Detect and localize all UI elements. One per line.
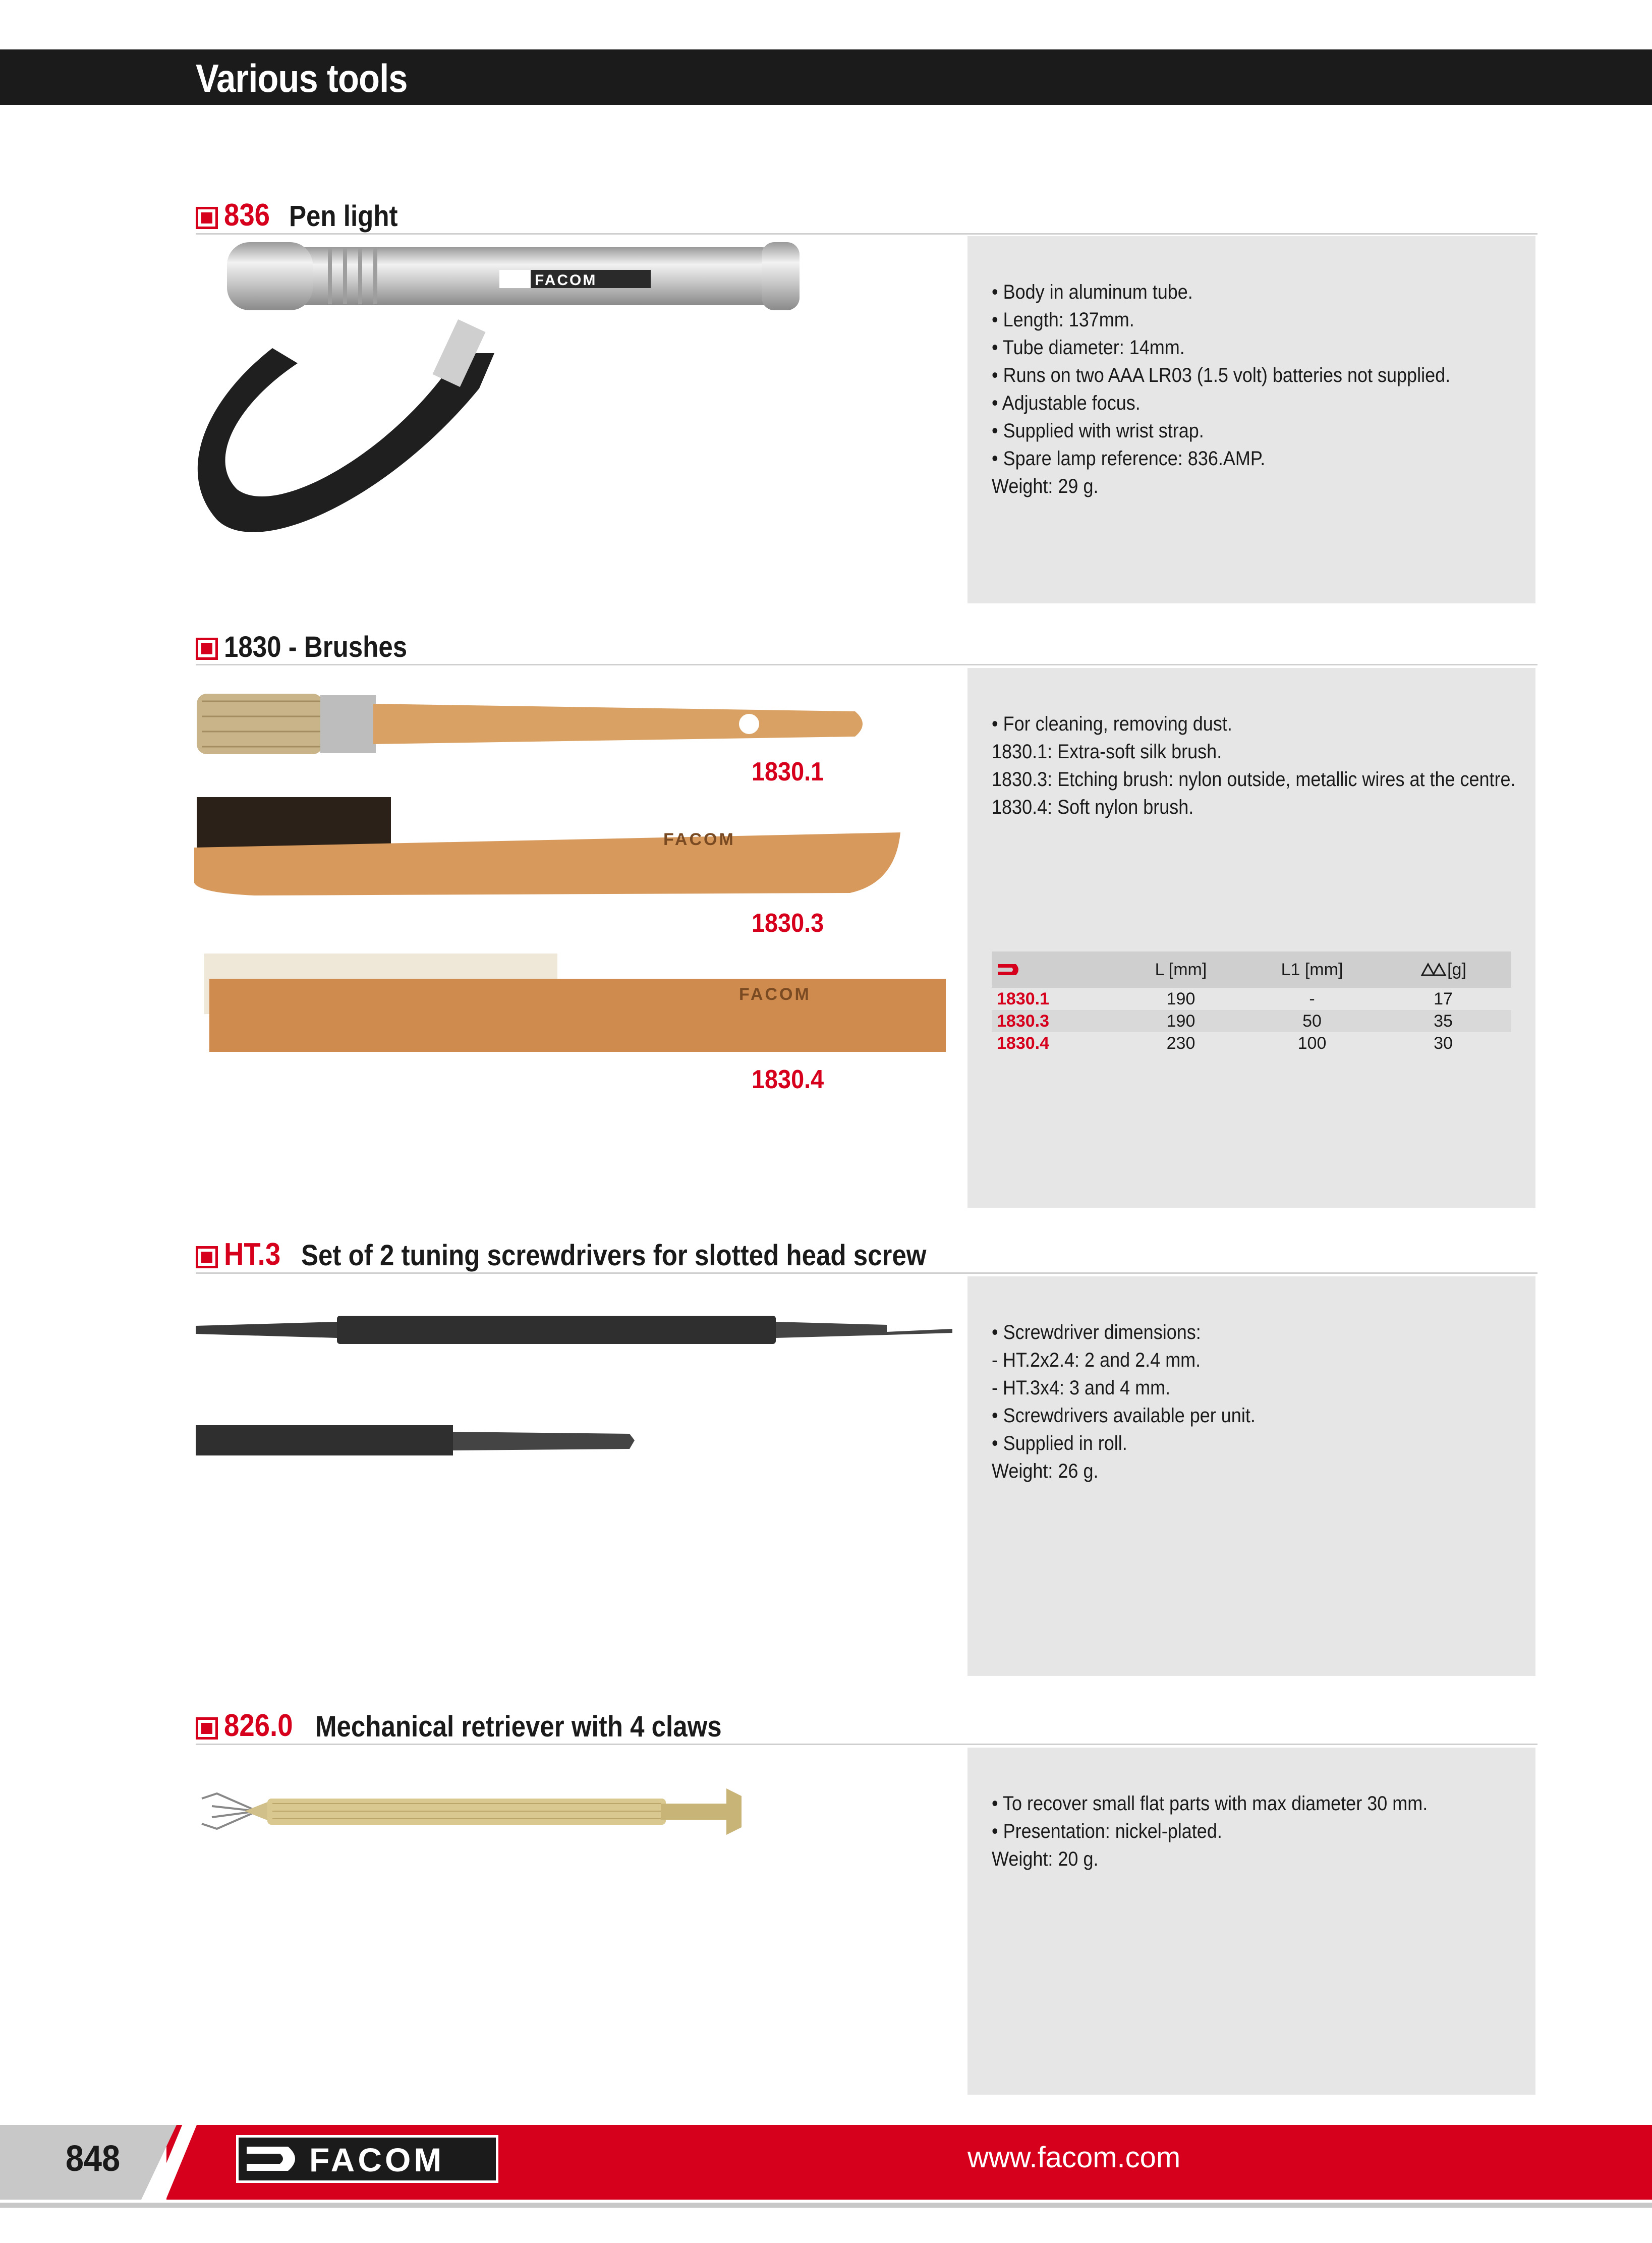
description-line: • Runs on two AAA LR03 (1.5 volt) batteries not supplied. [992,364,1451,386]
section-heading-ht3 [196,1237,1012,1272]
retriever-image [197,1776,802,1846]
description-line: • Length: 137mm. [992,309,1134,331]
section-name: Set of 2 tuning screwdrivers for slotted head screw [301,1239,927,1272]
image-label-1830-4: 1830.4 [752,1065,824,1094]
table-row [992,1032,1511,1054]
section-name: Mechanical retriever with 4 claws [315,1710,722,1743]
table-cell: 35 [1434,1011,1453,1031]
table-cell: - [1309,989,1315,1008]
section-divider [196,664,1537,665]
description-line: 1830.3: Etching brush: nylon outside, metallic wires at the centre. [992,768,1516,791]
section-heading-836 [196,198,413,233]
section-divider [196,1272,1537,1274]
table-header-label: [g] [1447,960,1466,979]
section-ref: HT.3 [224,1237,281,1272]
facom-logo-icon [243,2138,308,2180]
description-line: • Tube diameter: 14mm. [992,337,1185,359]
description-panel-836 [967,236,1535,603]
description-list [992,1319,1285,1485]
svg-text:FACOM: FACOM [739,985,811,1004]
image-label-1830-1: 1830.1 [752,757,824,787]
section-divider [196,233,1537,235]
table-row [992,1010,1511,1032]
description-line: 1830.1: Extra-soft silk brush. [992,741,1222,763]
table-cell: 230 [1166,1033,1195,1053]
description-line: • Body in aluminum tube. [992,281,1193,303]
section-bullet-icon [196,638,218,660]
description-list [992,278,1501,500]
description-list [992,710,1574,821]
facom-logo-icon [997,951,1022,988]
table-header-row [992,951,1511,988]
table-cell: 1830.1 [997,989,1049,1008]
section-heading-1830 [196,629,432,664]
description-line: - HT.2x2.4: 2 and 2.4 mm. [992,1349,1201,1371]
description-line: • To recover small flat parts with max diameter 30 mm. [992,1792,1428,1815]
section-name: 1830 - Brushes [224,631,408,663]
table-cell: 1830.3 [997,1011,1049,1031]
table-cell: 1830.4 [997,1033,1049,1053]
brand-name: FACOM [309,2141,445,2178]
page-number: 848 [66,2139,121,2179]
brushes-image [194,681,951,1115]
title-bar [0,49,1652,105]
table-cell: 190 [1166,989,1195,1008]
footer-bottom-line [0,2203,1652,2208]
description-line: • Screwdrivers available per unit. [992,1405,1256,1427]
footer-url[interactable]: www.facom.com [967,2141,1181,2174]
pen-light-image [197,237,832,600]
description-line: • Presentation: nickel-plated. [992,1820,1222,1842]
table-cell: 30 [1434,1033,1453,1053]
description-line: - HT.3x4: 3 and 4 mm. [992,1377,1171,1399]
section-ref: 826.0 [224,1708,293,1743]
table-header-cell [1405,951,1481,988]
weight-icon [1420,962,1447,977]
section-bullet-icon [196,1717,218,1740]
description-line: • Supplied with wrist strap. [992,420,1204,442]
table-cell: 50 [1302,1011,1322,1031]
image-label-1830-3: 1830.3 [752,909,824,938]
table-row [992,988,1511,1010]
screwdrivers-image [196,1307,962,1468]
description-line: Weight: 29 g. [992,475,1099,497]
description-line: • Adjustable focus. [992,392,1141,414]
description-panel-1830 [967,668,1535,1208]
description-line: Weight: 26 g. [992,1460,1099,1482]
description-line: • Supplied in roll. [992,1432,1127,1454]
description-panel-ht3 [967,1276,1535,1676]
description-line: • For cleaning, removing dust. [992,713,1232,735]
table-cell: 17 [1434,989,1453,1008]
section-divider [196,1744,1537,1745]
table-header-cell: L [mm] [1155,960,1207,979]
page-title: Various tools [196,56,408,100]
table-header-cell: L1 [mm] [1281,960,1343,979]
section-name: Pen light [289,200,398,233]
brush-spec-table [992,951,1511,1054]
section-bullet-icon [196,1246,218,1268]
section-ref: 836 [224,198,270,233]
description-panel-8260 [967,1748,1535,2095]
description-list [992,1790,1476,1873]
description-line: Weight: 20 g. [992,1848,1099,1870]
table-cell: 190 [1166,1011,1195,1031]
description-line: • Spare lamp reference: 836.AMP. [992,447,1266,470]
description-line: 1830.4: Soft nylon brush. [992,796,1194,818]
section-heading-8260 [196,1708,777,1744]
description-line: • Screwdriver dimensions: [992,1321,1201,1343]
facom-logo [236,2135,498,2183]
svg-text:FACOM: FACOM [535,272,597,289]
table-cell: 100 [1297,1033,1327,1053]
section-bullet-icon [196,207,218,229]
svg-text:FACOM: FACOM [663,830,735,849]
